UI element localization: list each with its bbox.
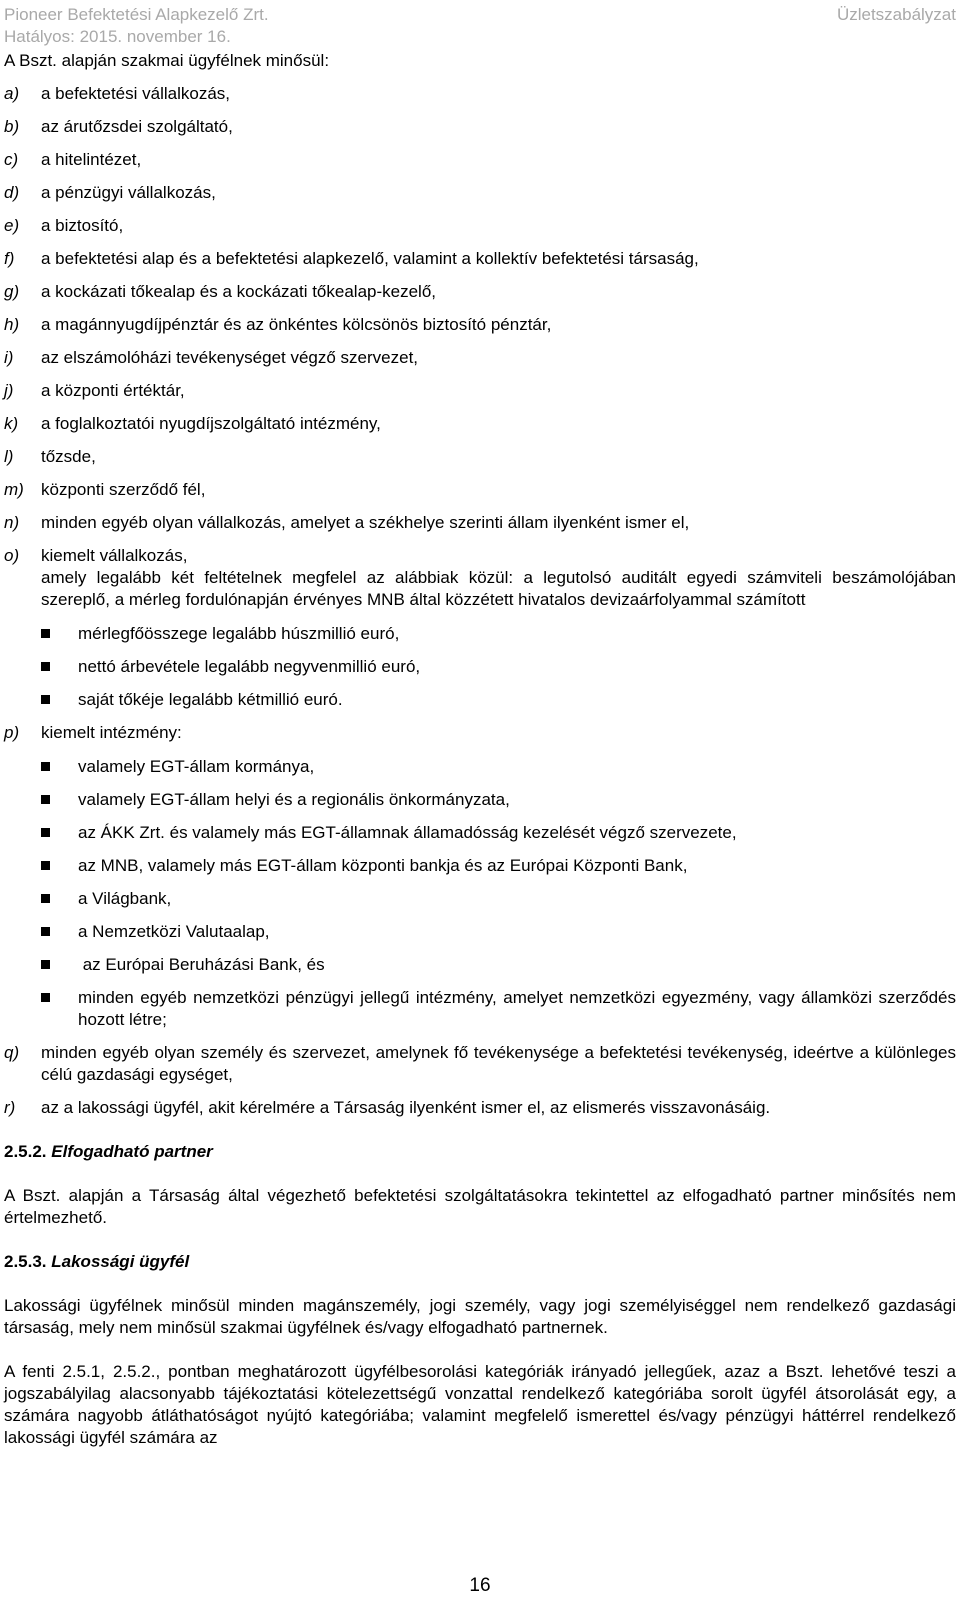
bullet-text: a Nemzetközi Valutaalap, xyxy=(78,922,270,941)
bullet-text: nettó árbevétele legalább negyvenmillió euró, xyxy=(78,657,421,676)
section-heading-retail-client xyxy=(4,1251,956,1273)
list-item-text: az elszámolóházi tevékenységet végző szervezet, xyxy=(41,348,419,367)
list-marker: k) xyxy=(4,414,19,433)
section-title: Elfogadható partner xyxy=(51,1142,213,1161)
list-item xyxy=(4,1042,956,1086)
square-bullet-icon xyxy=(41,695,50,704)
page-header xyxy=(4,4,956,50)
list-item-text: minden egyéb olyan vállalkozás, amelyet a székhelye szerinti állam ilyenként ismer el, xyxy=(41,513,690,532)
professional-client-list xyxy=(4,83,956,1119)
square-bullet-icon xyxy=(41,828,50,837)
square-bullet-icon xyxy=(41,993,50,1002)
list-marker: i) xyxy=(4,348,14,367)
bullet-text: az ÁKK Zrt. és valamely más EGT-államnak államadósság kezelését végző szervezete, xyxy=(78,823,737,842)
bullet-text: saját tőkéje legalább kétmillió euró. xyxy=(78,690,343,709)
list-marker: d) xyxy=(4,183,20,202)
square-bullet-icon xyxy=(41,762,50,771)
bullet-item xyxy=(41,623,956,645)
list-marker: h) xyxy=(4,315,20,334)
list-marker: c) xyxy=(4,150,19,169)
intro-paragraph: A Bszt. alapján szakmai ügyfélnek minősül: xyxy=(4,51,330,70)
square-bullet-icon xyxy=(41,662,50,671)
list-item-text: tőzsde, xyxy=(41,447,96,466)
square-bullet-icon xyxy=(41,927,50,936)
list-item xyxy=(4,380,956,402)
bullet-item xyxy=(41,855,956,877)
section-title: Lakossági ügyfél xyxy=(51,1252,190,1271)
bullet-text: valamely EGT-állam helyi és a regionális önkormányzata, xyxy=(78,790,510,809)
section-number: 2.5.2. xyxy=(4,1142,52,1161)
bullet-text: az Európai Beruházási Bank, és xyxy=(78,955,325,974)
list-item-text: a magánnyugdíjpénztár és az önkéntes kölcsönös biztosító pénztár, xyxy=(41,315,552,334)
list-item xyxy=(4,347,956,369)
list-item xyxy=(4,149,956,171)
list-marker: m) xyxy=(4,480,24,499)
list-marker: b) xyxy=(4,117,20,136)
square-bullet-icon xyxy=(41,629,50,638)
eligible-counterparty-paragraph: A Bszt. alapján a Társaság által végezhető befektetési szolgáltatásokra tekintettel az elfogadható partner minősítés nem értelmezhető. xyxy=(4,1186,956,1227)
square-bullet-icon xyxy=(41,894,50,903)
list-item-text: a kockázati tőkealap és a kockázati tőkealap-kezelő, xyxy=(41,282,437,301)
criteria-bullet-list xyxy=(41,623,956,711)
list-item-key-enterprise xyxy=(4,545,956,711)
header-document-title: Üzletszabályzat xyxy=(836,5,956,24)
bullet-item xyxy=(41,987,956,1031)
list-item xyxy=(4,83,956,105)
list-item-text: kiemelt intézmény: xyxy=(41,723,182,742)
bullet-item xyxy=(41,656,956,678)
list-item xyxy=(4,413,956,435)
bullet-text: valamely EGT-állam kormánya, xyxy=(78,757,315,776)
list-item xyxy=(4,182,956,204)
list-item-text: kiemelt vállalkozás, xyxy=(41,546,188,565)
bullet-item xyxy=(41,756,956,778)
institution-bullet-list xyxy=(41,756,956,1031)
bullet-text: az MNB, valamely más EGT-állam központi bankja és az Európai Központi Bank, xyxy=(78,856,688,875)
section-number: 2.5.3. xyxy=(4,1252,52,1271)
list-marker: q) xyxy=(4,1043,20,1062)
header-company: Pioneer Befektetési Alapkezelő Zrt. xyxy=(4,5,269,24)
list-item-text: a pénzügyi vállalkozás, xyxy=(41,183,216,202)
square-bullet-icon xyxy=(41,795,50,804)
bullet-text: minden egyéb nemzetközi pénzügyi jellegű intézmény, amelyet nemzetközi egyezmény, vagy államközi szerződés hozott létre; xyxy=(78,988,956,1029)
list-item xyxy=(4,479,956,501)
list-item-text: az árutőzsdei szolgáltató, xyxy=(41,117,233,136)
list-item-text: a hitelintézet, xyxy=(41,150,142,169)
section-heading-eligible-counterparty xyxy=(4,1141,956,1163)
bullet-text: mérlegfőösszege legalább húszmillió euró, xyxy=(78,624,400,643)
list-marker: j) xyxy=(4,381,14,400)
bullet-item xyxy=(41,822,956,844)
list-marker: f) xyxy=(4,249,15,268)
document-body xyxy=(4,50,956,1449)
list-item xyxy=(4,446,956,468)
list-item xyxy=(4,314,956,336)
bullet-item xyxy=(41,888,956,910)
list-marker: n) xyxy=(4,513,20,532)
list-item xyxy=(4,1097,956,1119)
bullet-item xyxy=(41,689,956,711)
list-item xyxy=(4,116,956,138)
list-marker: a) xyxy=(4,84,20,103)
page-number: 16 xyxy=(469,1575,491,1596)
list-item-text: az a lakossági ügyfél, akit kérelmére a Társaság ilyenként ismer el, az elismerés visszavonásáig. xyxy=(41,1098,771,1117)
list-item xyxy=(4,248,956,270)
list-item-text: amely legalább két feltételnek megfelel az alábbiak közül: a legutolsó auditált egyedi számviteli beszámolójában szereplő, a mérleg fordulónapján érvényes MNB által közzétett hivatalos devizaárfolyammal számított xyxy=(41,568,956,609)
bullet-text: a Világbank, xyxy=(78,889,172,908)
classification-paragraph: A fenti 2.5.1, 2.5.2., pontban meghatározott ügyfélbesorolási kategóriák irányadó jellegűek, azaz a Bszt. lehetővé teszi a jogszabályilag alacsonyabb tájékoztatási kötelezettségű vonzattal rendelkező kategóriába sorolt ügyfél átsorolását egy, a számára nagyobb átláthatóságot nyújtó kategóriába; valamint megfelelő ismerettel és/vagy pénzügyi háttérrel rendelkező lakossági ügyfél számára az xyxy=(4,1362,956,1447)
list-item-text: a központi értéktár, xyxy=(41,381,185,400)
square-bullet-icon xyxy=(41,960,50,969)
bullet-item xyxy=(41,954,956,976)
bullet-item xyxy=(41,789,956,811)
list-marker: e) xyxy=(4,216,20,235)
list-item-text: a befektetési alap és a befektetési alapkezelő, valamint a kollektív befektetési társaság, xyxy=(41,249,699,268)
list-item xyxy=(4,281,956,303)
list-marker: p) xyxy=(4,723,20,742)
list-item xyxy=(4,215,956,237)
bullet-item xyxy=(41,921,956,943)
list-marker: o) xyxy=(4,546,20,565)
list-item xyxy=(4,512,956,534)
list-marker: l) xyxy=(4,447,14,466)
list-item-text: a foglalkoztatói nyugdíjszolgáltató intézmény, xyxy=(41,414,381,433)
list-marker: g) xyxy=(4,282,20,301)
list-item-text: minden egyéb olyan személy és szervezet, amelynek fő tevékenysége a befektetési tevékenység, ideértve a különleges célú gazdasági egységet, xyxy=(41,1043,956,1084)
header-effective-date: Hatályos: 2015. november 16. xyxy=(4,27,231,46)
list-item-text: központi szerződő fél, xyxy=(41,480,206,499)
retail-client-paragraph: Lakossági ügyfélnek minősül minden magánszemély, jogi személy, vagy jogi személyiséggel nem rendelkező gazdasági társaság, mely nem minősül szakmai ügyfélnek és/vagy elfogadható partnernek. xyxy=(4,1296,956,1337)
square-bullet-icon xyxy=(41,861,50,870)
list-item-text: a befektetési vállalkozás, xyxy=(41,84,230,103)
list-item-key-institution xyxy=(4,722,956,1031)
list-marker: r) xyxy=(4,1098,16,1117)
list-item-text: a biztosító, xyxy=(41,216,124,235)
